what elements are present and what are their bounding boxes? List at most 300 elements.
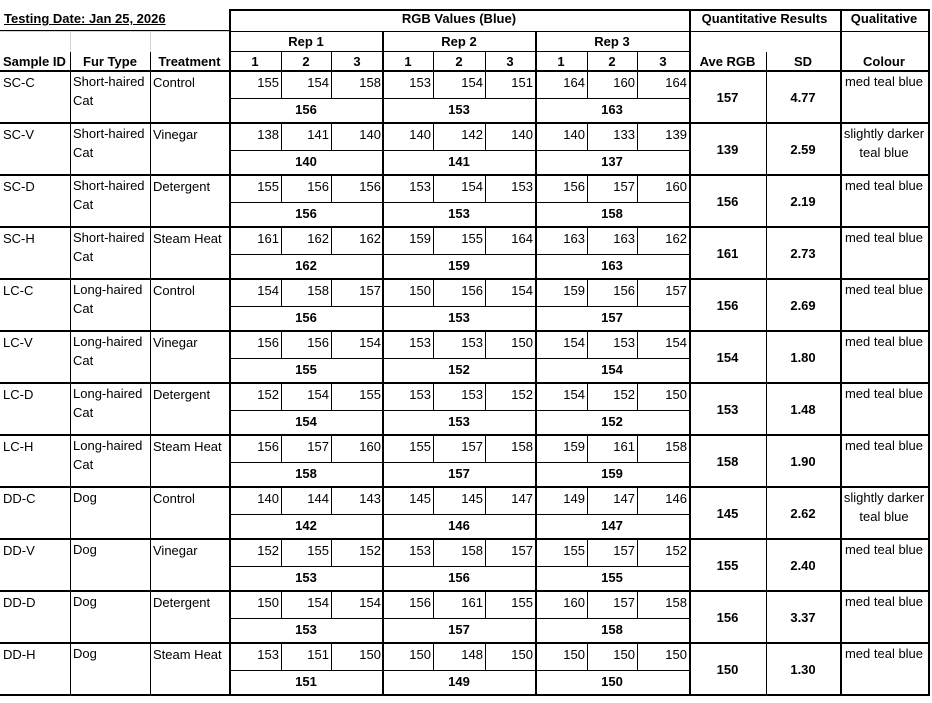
- border-line: [433, 52, 434, 70]
- border-line: [150, 124, 151, 174]
- rgb-value-cell: 140: [257, 491, 279, 506]
- border-line: [637, 644, 638, 670]
- border-line: [587, 488, 588, 514]
- treatment-cell: Vinegar: [153, 335, 198, 350]
- border-line: [150, 52, 151, 70]
- rgb-value-cell: 153: [409, 179, 431, 194]
- rep-average-cell: 150: [601, 673, 623, 689]
- border-line: [281, 384, 282, 410]
- rgb-value-cell: 158: [359, 75, 381, 90]
- border-line: [433, 124, 434, 150]
- border-line: [331, 72, 332, 98]
- rep-header: Rep 3: [594, 34, 630, 49]
- sd-cell: 1.30: [790, 662, 816, 677]
- rgb-value-cell: 154: [461, 75, 483, 90]
- rgb-value-cell: 154: [359, 595, 381, 610]
- rgb-value-cell: 160: [665, 179, 687, 194]
- rgb-value-cell: 152: [665, 543, 687, 558]
- rgb-value-cell: 154: [461, 179, 483, 194]
- colour-cell: slightly darker teal blue: [843, 126, 925, 160]
- trial-header: 3: [506, 54, 514, 69]
- sd-cell: 2.73: [790, 246, 816, 261]
- rgb-value-cell: 156: [257, 439, 279, 454]
- rgb-value-cell: 152: [257, 543, 279, 558]
- sample-id-cell: DD-D: [3, 595, 36, 610]
- border-line: [0, 330, 929, 332]
- ave-rgb-cell: 157: [716, 90, 739, 105]
- border-line: [433, 644, 434, 670]
- border-line: [766, 176, 767, 226]
- colour-cell: med teal blue: [844, 386, 924, 401]
- rgb-value-cell: 158: [511, 439, 533, 454]
- border-line: [766, 280, 767, 330]
- rgb-value-cell: 154: [307, 75, 329, 90]
- border-line: [70, 384, 71, 434]
- rgb-value-cell: 150: [359, 647, 381, 662]
- border-line: [433, 228, 434, 254]
- rgb-value-cell: 160: [359, 439, 381, 454]
- rgb-value-cell: 157: [307, 439, 329, 454]
- border-line: [766, 488, 767, 538]
- rgb-value-cell: 154: [563, 335, 585, 350]
- sd-cell: 1.48: [790, 402, 816, 417]
- border-line: [229, 51, 689, 52]
- fur-type-cell: Dog: [73, 490, 97, 505]
- border-line: [587, 592, 588, 618]
- rgb-value-cell: 148: [461, 647, 483, 662]
- rgb-value-cell: 159: [563, 439, 585, 454]
- rgb-value-cell: 139: [665, 127, 687, 142]
- rgb-value-cell: 151: [511, 75, 533, 90]
- border-line: [229, 70, 231, 696]
- border-line: [229, 306, 689, 307]
- rgb-value-cell: 145: [461, 491, 483, 506]
- fur-type-cell: Long-haired Cat: [73, 438, 143, 472]
- border-line: [587, 436, 588, 462]
- rgb-value-cell: 155: [461, 231, 483, 246]
- sample-id-header: Sample ID: [3, 54, 66, 69]
- border-line: [229, 514, 689, 515]
- rgb-value-cell: 138: [257, 127, 279, 142]
- border-line: [331, 124, 332, 150]
- border-line: [637, 436, 638, 462]
- border-line: [281, 176, 282, 202]
- fur-type-cell: Dog: [73, 594, 97, 609]
- border-line: [433, 176, 434, 202]
- sd-cell: 2.19: [790, 194, 816, 209]
- border-line: [331, 176, 332, 202]
- border-line: [485, 228, 486, 254]
- treatment-header: Treatment: [158, 54, 221, 69]
- border-line: [150, 72, 151, 122]
- sd-cell: 2.59: [790, 142, 816, 157]
- colour-cell: med teal blue: [844, 282, 924, 297]
- rep-average-cell: 163: [601, 257, 623, 273]
- border-line: [485, 124, 486, 150]
- treatment-cell: Vinegar: [153, 127, 198, 142]
- rgb-value-cell: 160: [563, 595, 585, 610]
- rgb-value-cell: 152: [613, 387, 635, 402]
- rep-average-cell: 156: [295, 309, 317, 325]
- border-line: [331, 332, 332, 358]
- rgb-value-cell: 163: [613, 231, 635, 246]
- rgb-value-cell: 150: [511, 335, 533, 350]
- rep-average-cell: 149: [448, 673, 470, 689]
- sheet-gridline: [0, 31, 230, 32]
- rep-header: Rep 1: [288, 34, 324, 49]
- ave-rgb-cell: 156: [716, 610, 739, 625]
- sd-header: SD: [793, 54, 813, 69]
- border-line: [637, 124, 638, 150]
- border-line: [766, 332, 767, 382]
- rgb-value-cell: 150: [409, 647, 431, 662]
- rep-average-cell: 152: [448, 361, 470, 377]
- treatment-cell: Control: [153, 283, 195, 298]
- border-line: [766, 52, 767, 70]
- border-line: [229, 254, 689, 255]
- rep-average-cell: 154: [601, 361, 623, 377]
- border-line: [587, 644, 588, 670]
- border-line: [485, 592, 486, 618]
- border-line: [331, 488, 332, 514]
- border-line: [766, 540, 767, 590]
- rgb-value-cell: 161: [613, 439, 635, 454]
- border-line: [0, 30, 229, 31]
- sd-cell: 1.80: [790, 350, 816, 365]
- border-line: [637, 540, 638, 566]
- border-line: [331, 540, 332, 566]
- sample-id-cell: LC-D: [3, 387, 34, 402]
- rep-average-cell: 152: [601, 413, 623, 429]
- border-line: [150, 228, 151, 278]
- border-line: [382, 31, 384, 70]
- ave-rgb-cell: 161: [716, 246, 739, 261]
- rgb-value-cell: 161: [257, 231, 279, 246]
- rgb-value-cell: 152: [511, 387, 533, 402]
- ave-rgb-cell: 139: [716, 142, 739, 157]
- border-line: [281, 72, 282, 98]
- border-line: [485, 644, 486, 670]
- rgb-value-cell: 153: [461, 335, 483, 350]
- rgb-value-cell: 161: [461, 595, 483, 610]
- border-line: [70, 228, 71, 278]
- border-line: [150, 436, 151, 486]
- rep-average-cell: 142: [295, 517, 317, 533]
- rgb-value-cell: 152: [257, 387, 279, 402]
- rgb-value-cell: 145: [409, 491, 431, 506]
- sample-id-cell: SC-D: [3, 179, 35, 194]
- fur-type-cell: Short-haired Cat: [73, 74, 145, 108]
- border-line: [433, 280, 434, 306]
- testing-date: Testing Date: Jan 25, 2026: [4, 11, 166, 26]
- rgb-value-cell: 141: [307, 127, 329, 142]
- border-line: [70, 176, 71, 226]
- rep-average-cell: 154: [295, 413, 317, 429]
- rgb-value-cell: 143: [359, 491, 381, 506]
- rgb-value-cell: 150: [511, 647, 533, 662]
- border-line: [281, 280, 282, 306]
- border-line: [70, 124, 71, 174]
- border-line: [281, 332, 282, 358]
- border-line: [0, 486, 929, 488]
- border-line: [150, 332, 151, 382]
- rgb-value-cell: 163: [563, 231, 585, 246]
- treatment-cell: Steam Heat: [153, 647, 222, 662]
- border-line: [281, 124, 282, 150]
- sample-id-cell: DD-V: [3, 543, 35, 558]
- rgb-value-cell: 154: [665, 335, 687, 350]
- rgb-value-cell: 154: [511, 283, 533, 298]
- rep-average-cell: 157: [448, 465, 470, 481]
- rgb-value-cell: 154: [563, 387, 585, 402]
- border-line: [229, 202, 689, 203]
- rgb-value-cell: 156: [409, 595, 431, 610]
- border-line: [433, 436, 434, 462]
- border-line: [485, 332, 486, 358]
- rgb-value-cell: 140: [409, 127, 431, 142]
- border-line: [0, 590, 929, 592]
- sample-id-cell: DD-C: [3, 491, 36, 506]
- border-line: [229, 9, 929, 11]
- rgb-value-cell: 156: [359, 179, 381, 194]
- border-line: [485, 384, 486, 410]
- sd-cell: 2.62: [790, 506, 816, 521]
- rgb-value-cell: 154: [257, 283, 279, 298]
- border-line: [281, 436, 282, 462]
- fur-type-header: Fur Type: [83, 54, 137, 69]
- treatment-cell: Control: [153, 75, 195, 90]
- rep-average-cell: 163: [601, 101, 623, 117]
- rgb-value-cell: 157: [613, 595, 635, 610]
- rgb-value-cell: 160: [613, 75, 635, 90]
- fur-type-cell: Short-haired Cat: [73, 178, 145, 212]
- rgb-value-cell: 153: [461, 387, 483, 402]
- rgb-value-cell: 150: [613, 647, 635, 662]
- border-line: [433, 540, 434, 566]
- rep-average-cell: 156: [448, 569, 470, 585]
- border-line: [587, 124, 588, 150]
- rgb-value-cell: 157: [613, 543, 635, 558]
- rgb-value-cell: 144: [307, 491, 329, 506]
- rep-average-cell: 156: [295, 205, 317, 221]
- rgb-value-cell: 156: [307, 335, 329, 350]
- border-line: [70, 52, 71, 70]
- rgb-value-cell: 156: [613, 283, 635, 298]
- rgb-value-cell: 155: [257, 75, 279, 90]
- border-line: [840, 70, 842, 696]
- ave-rgb-cell: 156: [716, 194, 739, 209]
- border-line: [229, 410, 689, 411]
- border-line: [485, 436, 486, 462]
- border-line: [229, 358, 689, 359]
- border-line: [535, 31, 537, 70]
- trial-header: 1: [557, 54, 565, 69]
- rgb-value-cell: 140: [511, 127, 533, 142]
- border-line: [229, 670, 689, 671]
- treatment-cell: Control: [153, 491, 195, 506]
- border-line: [637, 228, 638, 254]
- rgb-value-cell: 158: [665, 595, 687, 610]
- sd-cell: 2.69: [790, 298, 816, 313]
- sample-id-cell: LC-V: [3, 335, 33, 350]
- border-line: [766, 124, 767, 174]
- fur-type-cell: Short-haired Cat: [73, 230, 145, 264]
- border-line: [0, 226, 929, 228]
- rgb-value-cell: 157: [461, 439, 483, 454]
- border-line: [766, 228, 767, 278]
- rgb-value-cell: 153: [409, 75, 431, 90]
- colour-cell: med teal blue: [844, 438, 924, 453]
- border-line: [0, 694, 929, 696]
- colour-cell: med teal blue: [844, 646, 924, 661]
- rep-average-cell: 137: [601, 153, 623, 169]
- rgb-value-cell: 159: [563, 283, 585, 298]
- rep-average-cell: 159: [601, 465, 623, 481]
- rgb-value-cell: 140: [563, 127, 585, 142]
- ave-rgb-cell: 150: [716, 662, 739, 677]
- ave-rgb-header: Ave RGB: [699, 54, 756, 69]
- border-line: [485, 52, 486, 70]
- rep-average-cell: 158: [601, 621, 623, 637]
- sd-cell: 2.40: [790, 558, 816, 573]
- border-line: [331, 384, 332, 410]
- border-line: [535, 70, 537, 696]
- rep-average-cell: 147: [601, 517, 623, 533]
- border-line: [0, 122, 929, 124]
- border-line: [229, 618, 689, 619]
- border-line: [281, 488, 282, 514]
- treatment-cell: Detergent: [153, 179, 211, 194]
- rep-average-cell: 153: [448, 205, 470, 221]
- rgb-value-cell: 133: [613, 127, 635, 142]
- rgb-value-cell: 154: [307, 387, 329, 402]
- border-line: [637, 488, 638, 514]
- fur-type-cell: Dog: [73, 646, 97, 661]
- border-line: [433, 72, 434, 98]
- border-line: [281, 52, 282, 70]
- rgb-value-cell: 140: [359, 127, 381, 142]
- rgb-value-cell: 162: [665, 231, 687, 246]
- border-line: [637, 592, 638, 618]
- border-line: [587, 52, 588, 70]
- trial-header: 3: [353, 54, 361, 69]
- trial-header: 2: [608, 54, 616, 69]
- rgb-value-cell: 149: [563, 491, 585, 506]
- quantitative-results-header: Quantitative Results: [701, 11, 828, 26]
- rep-average-cell: 153: [448, 413, 470, 429]
- fur-type-cell: Long-haired Cat: [73, 386, 143, 420]
- border-line: [70, 332, 71, 382]
- border-line: [229, 31, 929, 32]
- border-line: [150, 488, 151, 538]
- rep-average-cell: 159: [448, 257, 470, 273]
- colour-cell: slightly darker teal blue: [843, 490, 925, 524]
- sd-cell: 1.90: [790, 454, 816, 469]
- sheet-gridline: [70, 31, 71, 52]
- sample-id-cell: SC-C: [3, 75, 35, 90]
- treatment-cell: Detergent: [153, 595, 211, 610]
- colour-cell: med teal blue: [844, 334, 924, 349]
- border-line: [766, 592, 767, 642]
- rgb-value-cell: 155: [359, 387, 381, 402]
- border-line: [150, 280, 151, 330]
- border-line: [0, 278, 929, 280]
- colour-cell: med teal blue: [844, 74, 924, 89]
- border-line: [281, 540, 282, 566]
- treatment-cell: Steam Heat: [153, 439, 222, 454]
- rgb-value-cell: 157: [359, 283, 381, 298]
- ave-rgb-cell: 153: [716, 402, 739, 417]
- rgb-value-cell: 147: [511, 491, 533, 506]
- border-line: [281, 228, 282, 254]
- border-line: [485, 540, 486, 566]
- border-line: [840, 9, 842, 70]
- rgb-value-cell: 153: [409, 387, 431, 402]
- border-line: [637, 332, 638, 358]
- border-line: [587, 72, 588, 98]
- rgb-value-cell: 150: [665, 387, 687, 402]
- border-line: [331, 644, 332, 670]
- rgb-value-cell: 153: [511, 179, 533, 194]
- sample-id-cell: LC-H: [3, 439, 34, 454]
- border-line: [587, 384, 588, 410]
- rgb-value-cell: 156: [563, 179, 585, 194]
- rgb-value-cell: 158: [461, 543, 483, 558]
- border-line: [485, 280, 486, 306]
- border-line: [587, 280, 588, 306]
- border-line: [150, 540, 151, 590]
- border-line: [281, 644, 282, 670]
- border-line: [229, 150, 689, 151]
- border-line: [485, 488, 486, 514]
- border-line: [331, 228, 332, 254]
- rep-average-cell: 153: [448, 309, 470, 325]
- border-line: [229, 462, 689, 463]
- rgb-value-cell: 153: [613, 335, 635, 350]
- border-line: [485, 176, 486, 202]
- rgb-value-cell: 158: [307, 283, 329, 298]
- rep-average-cell: 155: [601, 569, 623, 585]
- rep-average-cell: 151: [295, 673, 317, 689]
- sheet-gridline: [150, 31, 151, 52]
- rgb-value-cell: 156: [461, 283, 483, 298]
- border-line: [150, 384, 151, 434]
- border-line: [331, 52, 332, 70]
- treatment-cell: Steam Heat: [153, 231, 222, 246]
- border-line: [0, 434, 929, 436]
- rgb-value-cell: 164: [665, 75, 687, 90]
- rep-average-cell: 158: [601, 205, 623, 221]
- rgb-value-cell: 164: [563, 75, 585, 90]
- trial-header: 3: [659, 54, 667, 69]
- rgb-value-cell: 155: [409, 439, 431, 454]
- rep-average-cell: 158: [295, 465, 317, 481]
- rgb-value-cell: 150: [665, 647, 687, 662]
- rgb-value-cell: 155: [511, 595, 533, 610]
- rgb-value-cell: 159: [409, 231, 431, 246]
- ave-rgb-cell: 156: [716, 298, 739, 313]
- border-line: [70, 540, 71, 590]
- rep-average-cell: 156: [295, 101, 317, 117]
- rgb-value-cell: 153: [409, 543, 431, 558]
- sd-cell: 3.37: [790, 610, 816, 625]
- rgb-values-header: RGB Values (Blue): [401, 11, 517, 26]
- rgb-value-cell: 150: [409, 283, 431, 298]
- border-line: [637, 384, 638, 410]
- ave-rgb-cell: 145: [716, 506, 739, 521]
- border-line: [70, 72, 71, 122]
- border-line: [0, 382, 929, 384]
